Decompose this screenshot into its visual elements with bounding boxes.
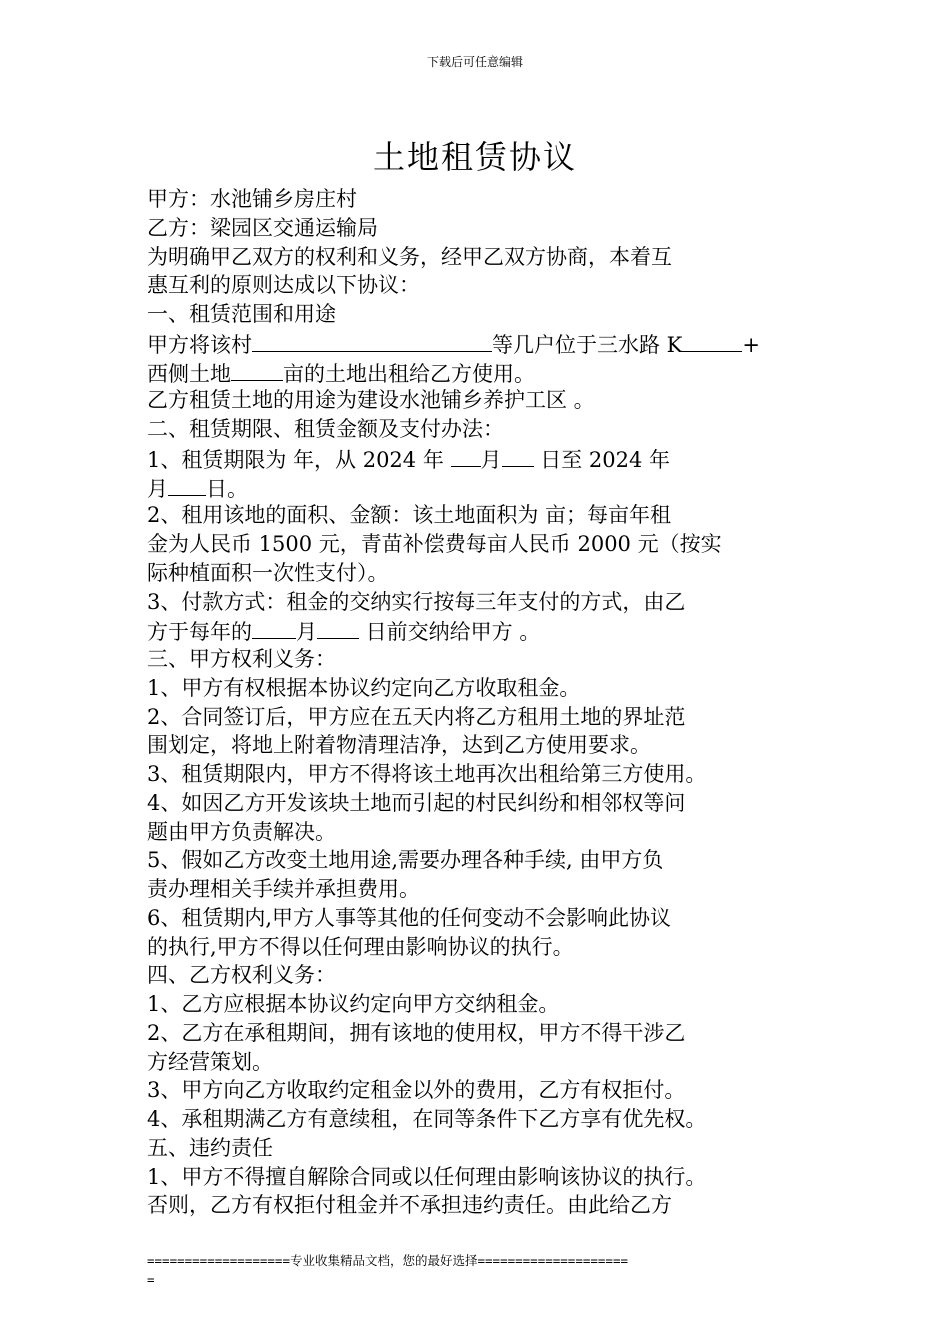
text-line: [147, 645, 813, 674]
line-text: +: [742, 332, 760, 357]
line-text: 否则，乙方有权拒付租金并不承担违约责任。由此给乙方: [147, 1193, 672, 1218]
header-note: 下载后可任意编辑: [426, 55, 523, 69]
footer-line-continued: =: [147, 1272, 155, 1287]
text-line: [147, 616, 813, 645]
text-line: [147, 904, 813, 933]
document-body: [147, 185, 813, 1220]
text-line: [147, 731, 813, 760]
line-text: 三、甲方权利义务：: [147, 647, 336, 671]
line-text: 月: [147, 476, 168, 501]
line-text: 2、租用该地的面积、金额：该土地面积为 亩；每亩年租: [147, 503, 672, 528]
line-text: 月: [296, 620, 317, 645]
line-text: 甲方将该村: [147, 332, 252, 357]
text-line: [147, 329, 813, 358]
text-line: [147, 271, 813, 300]
text-line: [147, 1191, 813, 1220]
line-text: 1、租赁期限为 年，从 2024 年: [147, 447, 451, 472]
line-text: 乙方：梁园区交通运输局: [147, 215, 378, 240]
text-line: [147, 358, 813, 387]
text-line: [147, 703, 813, 732]
text-line: [147, 559, 813, 588]
line-text: 日前交纳给甲方 。: [359, 620, 541, 645]
text-line: [147, 1134, 813, 1163]
line-text: 题由甲方负责解决。: [147, 819, 336, 844]
text-line: [147, 473, 813, 502]
line-text: 等几户位于三水路 K: [492, 332, 683, 357]
line-text: 一、租赁范围和用途: [147, 302, 336, 326]
text-line: [147, 1019, 813, 1048]
text-line: [147, 588, 813, 617]
blank-underline: [317, 616, 359, 639]
text-line: [147, 1076, 813, 1105]
blank-underline: [682, 329, 742, 352]
text-line: [147, 300, 813, 329]
text-line: [147, 875, 813, 904]
text-line: [147, 243, 813, 272]
line-text: 4、如因乙方开发该块土地而引起的村民纠纷和相邻权等问: [147, 790, 686, 815]
line-text: 甲方：水池铺乡房庄村: [147, 187, 357, 211]
document-title: 土地租赁协议: [372, 138, 577, 176]
text-line: [147, 961, 813, 990]
text-line: [147, 990, 813, 1019]
line-text: 2、合同签订后，甲方应在五天内将乙方租用土地的界址范: [147, 704, 686, 729]
line-text: 3、租赁期限内，甲方不得将该土地再次出租给第三方使用。: [147, 762, 707, 786]
line-text: 1、乙方应根据本协议约定向甲方交纳租金。: [147, 992, 560, 1016]
text-line: [147, 1163, 813, 1192]
line-text: 的执行,甲方不得以任何理由影响协议的执行。: [147, 934, 574, 959]
line-text: 3、付款方式：租金的交纳实行按每三年支付的方式，由乙: [147, 589, 686, 614]
line-text: 3、甲方向乙方收取约定租金以外的费用，乙方有权拒付。: [147, 1078, 686, 1103]
text-line: [147, 760, 813, 789]
text-line: [147, 1105, 813, 1134]
line-text: 月: [480, 447, 502, 472]
line-text: 金为人民币 1500 元，青苗补偿费每亩人民币 2000 元（按实: [147, 532, 722, 556]
text-line: [147, 530, 813, 559]
line-text: 日至 2024 年: [533, 447, 670, 472]
line-text: 惠互利的原则达成以下协议：: [147, 273, 420, 298]
text-line: [147, 214, 813, 243]
line-text: 5、假如乙方改变土地用途,需要办理各种手续, 由甲方负: [147, 848, 664, 873]
text-line: [147, 185, 813, 214]
text-line: [147, 818, 813, 847]
text-line: [147, 1048, 813, 1077]
line-text: 方经营策划。: [147, 1049, 273, 1074]
line-text: 1、甲方有权根据本协议约定向乙方收取租金。: [147, 675, 581, 700]
line-text: 为明确甲乙双方的权利和义务，经甲乙双方协商，本着互: [147, 244, 672, 269]
line-text: 6、租赁期内,甲方人事等其他的任何变动不会影响此协议: [147, 905, 672, 930]
line-text: 四、乙方权利义务：: [147, 963, 336, 988]
text-line: [147, 501, 813, 530]
text-line: [147, 846, 813, 875]
blank-underline: [252, 616, 296, 639]
text-line: [147, 415, 813, 444]
line-text: 五、违约责任: [147, 1135, 273, 1160]
text-line: [147, 789, 813, 818]
text-line: [147, 674, 813, 703]
line-text: 际种植面积一次性支付）。: [147, 560, 389, 585]
footer-line: ===================专业收集精品文档，您的最好选择====================: [147, 1253, 629, 1268]
blank-underline: [502, 444, 534, 467]
text-line: [147, 386, 813, 415]
line-text: 西侧土地: [147, 361, 231, 386]
line-text: 4、承租期满乙方有意续租，在同等条件下乙方享有优先权。: [147, 1107, 707, 1131]
line-text: 日。: [206, 476, 248, 501]
line-text: 2、乙方在承租期间，拥有该地的使用权，甲方不得干涉乙: [147, 1020, 686, 1045]
text-line: [147, 444, 813, 473]
line-text: 围划定，将地上附着物清理洁净，达到乙方使用要求。: [147, 733, 651, 758]
blank-underline: [252, 329, 492, 352]
line-text: 责办理相关手续并承担费用。: [147, 877, 420, 901]
blank-underline: [168, 473, 206, 496]
line-text: 乙方租赁土地的用途为建设水池铺乡养护工区 。: [147, 388, 595, 413]
blank-underline: [231, 358, 283, 381]
line-text: 二、租赁期限、租赁金额及支付办法：: [147, 417, 504, 441]
blank-underline: [451, 444, 481, 467]
text-line: [147, 933, 813, 962]
line-text: 亩的土地出租给乙方使用。: [283, 361, 535, 386]
line-text: 1、甲方不得擅自解除合同或以任何理由影响该协议的执行。: [147, 1164, 707, 1189]
line-text: 方于每年的: [147, 620, 252, 645]
